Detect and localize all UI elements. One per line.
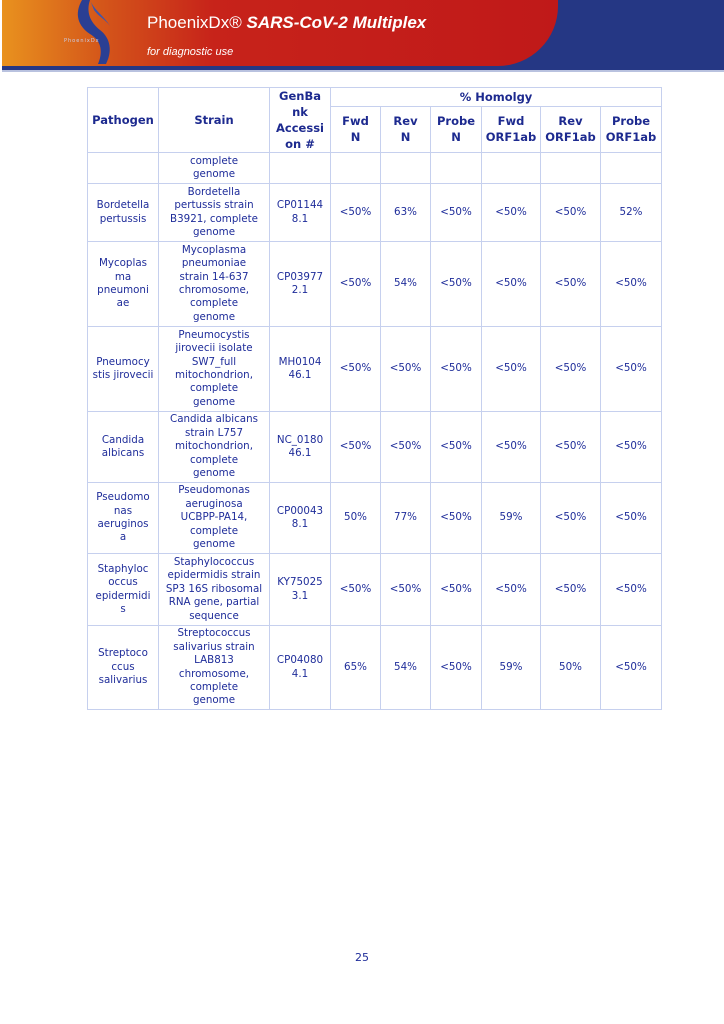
cell-rev-n: <50% xyxy=(381,327,431,412)
cell-rev-orf1ab: <50% xyxy=(541,242,601,327)
cell-fwd-n xyxy=(331,153,381,184)
cell-pathogen: Staphyloc occus epidermidi s xyxy=(88,554,159,626)
cell-strain: Candida albicans strain L757 mitochondrion, complete genome xyxy=(159,412,270,483)
cell-strain: Staphylococcus epidermidis strain SP3 16S ribosomal RNA gene, partial sequence xyxy=(159,554,270,626)
header-fwd-orf1ab: Fwd ORF1ab xyxy=(482,106,541,152)
document-title xyxy=(147,13,426,33)
cell-strain: complete genome xyxy=(159,153,270,184)
cell-fwd-orf1ab: <50% xyxy=(482,554,541,626)
logo-text: PhoenixDx xyxy=(64,38,100,44)
banner-divider xyxy=(2,66,724,72)
table-row xyxy=(88,327,662,412)
cell-fwd-n: <50% xyxy=(331,242,381,327)
cell-probe-orf1ab xyxy=(601,153,662,184)
product-name: SARS-CoV-2 Multiplex xyxy=(246,13,427,32)
cell-strain: Mycoplasma pneumoniae strain 14-637 chromosome, complete genome xyxy=(159,242,270,327)
cell-accession: KY75025 3.1 xyxy=(270,554,331,626)
table-row xyxy=(88,483,662,554)
cell-strain: Pseudomonas aeruginosa UCBPP-PA14, complete genome xyxy=(159,483,270,554)
cell-rev-n: <50% xyxy=(381,554,431,626)
cell-pathogen: Streptoco ccus salivarius xyxy=(88,626,159,710)
cell-accession xyxy=(270,153,331,184)
cell-rev-n: 54% xyxy=(381,242,431,327)
cell-pathogen xyxy=(88,153,159,184)
cell-fwd-n: <50% xyxy=(331,412,381,483)
cell-rev-orf1ab: <50% xyxy=(541,412,601,483)
cell-fwd-n: <50% xyxy=(331,184,381,242)
header-banner xyxy=(2,0,724,66)
cell-pathogen: Pseudomo nas aeruginos a xyxy=(88,483,159,554)
cell-probe-orf1ab: <50% xyxy=(601,483,662,554)
cell-rev-orf1ab xyxy=(541,153,601,184)
header-rev-n: Rev N xyxy=(381,106,431,152)
cell-probe-orf1ab: 52% xyxy=(601,184,662,242)
cell-probe-n: <50% xyxy=(431,242,482,327)
cell-probe-orf1ab: <50% xyxy=(601,626,662,710)
page-number: 25 xyxy=(355,951,369,964)
cell-probe-orf1ab: <50% xyxy=(601,242,662,327)
cell-probe-n xyxy=(431,153,482,184)
header-probe-n: Probe N xyxy=(431,106,482,152)
cell-fwd-orf1ab: <50% xyxy=(482,327,541,412)
table-row xyxy=(88,626,662,710)
cell-rev-orf1ab: <50% xyxy=(541,483,601,554)
header-pathogen: Pathogen xyxy=(88,88,159,153)
cell-probe-orf1ab: <50% xyxy=(601,554,662,626)
cell-rev-orf1ab: <50% xyxy=(541,554,601,626)
cell-rev-n: 77% xyxy=(381,483,431,554)
cell-rev-n xyxy=(381,153,431,184)
header-fwd-n: Fwd N xyxy=(331,106,381,152)
cell-probe-n: <50% xyxy=(431,412,482,483)
cell-strain: Pneumocystis jirovecii isolate SW7_full mitochondrion, complete genome xyxy=(159,327,270,412)
cell-accession: CP03977 2.1 xyxy=(270,242,331,327)
cell-accession: CP01144 8.1 xyxy=(270,184,331,242)
cell-fwd-orf1ab xyxy=(482,153,541,184)
cell-rev-orf1ab: <50% xyxy=(541,184,601,242)
header-accession: GenBa nk Accessi on # xyxy=(270,88,331,153)
header-strain: Strain xyxy=(159,88,270,153)
cell-fwd-n: 65% xyxy=(331,626,381,710)
header-rev-orf1ab: Rev ORF1ab xyxy=(541,106,601,152)
table-row xyxy=(88,242,662,327)
header-probe-orf1ab: Probe ORF1ab xyxy=(601,106,662,152)
cell-fwd-n: <50% xyxy=(331,554,381,626)
table-row xyxy=(88,153,662,184)
cell-probe-orf1ab: <50% xyxy=(601,412,662,483)
cell-probe-n: <50% xyxy=(431,626,482,710)
brand-name: PhoenixDx® xyxy=(147,13,242,32)
homology-table xyxy=(87,87,662,710)
cell-rev-n: 63% xyxy=(381,184,431,242)
cell-fwd-orf1ab: <50% xyxy=(482,412,541,483)
cell-rev-n: 54% xyxy=(381,626,431,710)
cell-probe-orf1ab: <50% xyxy=(601,327,662,412)
cell-fwd-orf1ab: <50% xyxy=(482,184,541,242)
cell-pathogen: Candida albicans xyxy=(88,412,159,483)
cell-probe-n: <50% xyxy=(431,184,482,242)
cell-rev-n: <50% xyxy=(381,412,431,483)
document-subtitle: for diagnostic use xyxy=(147,46,234,58)
cell-pathogen: Mycoplas ma pneumoni ae xyxy=(88,242,159,327)
cell-accession: CP00043 8.1 xyxy=(270,483,331,554)
cell-fwd-n: 50% xyxy=(331,483,381,554)
cell-rev-orf1ab: <50% xyxy=(541,327,601,412)
cell-fwd-orf1ab: <50% xyxy=(482,242,541,327)
cell-strain: Bordetella pertussis strain B3921, complete genome xyxy=(159,184,270,242)
cell-fwd-orf1ab: 59% xyxy=(482,626,541,710)
header-homology: % Homolgy xyxy=(331,88,662,107)
cell-accession: MH0104 46.1 xyxy=(270,327,331,412)
cell-probe-n: <50% xyxy=(431,483,482,554)
cell-fwd-n: <50% xyxy=(331,327,381,412)
cell-rev-orf1ab: 50% xyxy=(541,626,601,710)
cell-fwd-orf1ab: 59% xyxy=(482,483,541,554)
cell-accession: CP04080 4.1 xyxy=(270,626,331,710)
phoenix-logo-icon xyxy=(60,0,130,64)
cell-accession: NC_0180 46.1 xyxy=(270,412,331,483)
cell-strain: Streptococcus salivarius strain LAB813 chromosome, complete genome xyxy=(159,626,270,710)
cell-pathogen: Pneumocy stis jirovecii xyxy=(88,327,159,412)
table-row xyxy=(88,554,662,626)
cell-pathogen: Bordetella pertussis xyxy=(88,184,159,242)
table-row xyxy=(88,184,662,242)
table-row xyxy=(88,412,662,483)
cell-probe-n: <50% xyxy=(431,327,482,412)
cell-probe-n: <50% xyxy=(431,554,482,626)
